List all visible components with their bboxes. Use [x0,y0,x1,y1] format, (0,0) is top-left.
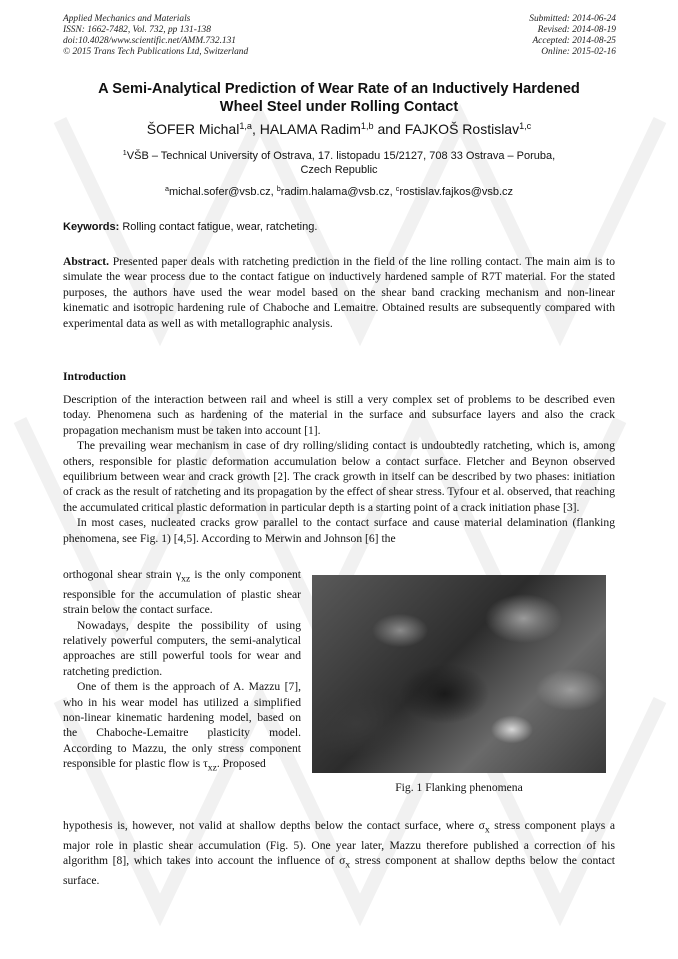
affiliation-line-1: VŠB – Technical University of Ostrava, 17. listopadu 15/2127, 708 33 Ostrava – Poruba, [126,150,556,162]
date-online: Online: 2015-02-16 [541,47,616,57]
intro-paragraph-5 [63,679,301,776]
flanking-phenomena-photo [312,575,606,773]
sigma-sub-1: x [484,824,490,836]
title-line-1: A Semi-Analytical Prediction of Wear Rate of an Inductively Hardened [98,81,580,97]
email-b-sup: b [276,185,281,194]
wrapped-text-column [63,567,301,776]
intro-paragraph-6 [63,818,615,888]
section-heading-introduction: Introduction [63,370,126,383]
author-list: ŠOFER Michal$^{1,a}$, HALAMA Radim$^{1,b}$ and FAJKOŠ Rostislav$^{1,c}$ [146,121,532,137]
date-submitted: Submitted: 2014-06-24 [529,14,616,24]
email-c-sup: c [395,185,400,194]
author-emails: $^a$michal.sofer@vsb.cz, $^b$radim.halama@vsb.cz, $^c$rostislav.fajkos@vsb.cz [164,185,514,198]
keywords-label: Keywords: [63,221,120,233]
journal-issn: ISSN: 1662-7482, Vol. 732, pp 131-138 [63,25,211,35]
author-joiner: and [377,121,401,137]
date-accepted: Accepted: 2014-08-25 [532,36,616,46]
journal-info [63,14,248,58]
introduction-body [63,392,615,546]
keywords [63,220,615,234]
publication-dates [529,14,616,58]
author-1-sup: 1,a [239,121,252,131]
abstract [63,254,615,331]
abstract-text: Presented paper deals with ratcheting prediction in the field of the line rolling contact. The main aim is to simulate the wear process due to the contact fatigue on inductively hardened sample of R7T material. For the stated purposes, the authors have used the wear model based on the shear band cracking mechanism and non-linear kinematic and isotropic hardening rule of Chaboche and Lemaitre. Obtained results are subsequently compared with experimental data as well as with metallographic analysis. [63,255,615,330]
journal-name: Applied Mechanics and Materials [63,14,191,24]
keywords-text: Rolling contact fatigue, wear, ratcheting. [122,221,318,233]
shear-strain-sub: xz [181,573,191,585]
figure-caption: Fig. 1 Flanking phenomena [395,781,523,794]
journal-doi: doi:10.4028/www.scientific.net/AMM.732.131 [63,36,236,46]
intro-paragraph-3-cont [63,567,301,618]
intro-paragraph-4: Nowadays, despite the possibility of using relatively powerful computers, the semi-analytical approaches are still powerful tools for wear and ratcheting prediction. [63,618,301,678]
intro-paragraph-3: In most cases, nucleated cracks grow parallel to the contact surface and cause material delamination (flanking phenomena, see Fig. 1) [4,5]. According to Merwin and Johnson [6] the [63,516,615,545]
author-1: ŠOFER Michal [146,121,240,137]
sigma-sub-2: x [345,859,351,871]
affiliation-line-2: Czech Republic [300,164,378,176]
intro-continuation [63,818,615,888]
author-2-sup: 1,b [360,121,374,131]
hypothesis-text-end: stress component at shallow depths below the contact surface. [63,854,616,887]
date-revised: Revised: 2014-08-19 [537,25,616,35]
journal-copyright: © 2015 Trans Tech Publications Ltd, Switzerland [63,47,249,57]
mazzu-text-end: . Proposed [216,757,266,771]
hypothesis-text: hypothesis is, however, not valid at shallow depths below the contact surface, where σ [63,819,485,832]
affiliation [60,149,618,177]
author-3-sup: 1,c [519,121,532,131]
email-a: michal.sofer@vsb.cz [168,186,271,198]
author-2: HALAMA Radim [259,121,361,137]
email-a-sup: a [164,185,169,194]
hypothesis-text-mid: stress component plays a major role in plastic shear accumulation (Fig. 5). One year later, Mazzu therefore published a correction of his algorithm [8], which takes into account the influence of σ [63,819,615,868]
affiliation-sup: 1 [122,149,127,158]
mazzu-text: One of them is the approach of A. Mazzu [7], who in his wear model has utilized a simplified non-linear kinematic hardening model, based on the Chaboche-Lemaitre plasticity model. According to Mazzu, the only stress component responsible for plastic flow is τ [63,680,301,771]
intro-paragraph-2: The prevailing wear mechanism in case of dry rolling/sliding contact is undoubtedly ratcheting, which is, among others, responsible for plastic deformation accumulation below a contact surface. Fletcher and Beynon observed equilibrium between wear and crack growth [2]. The crack growth in itself can be described by two phases: initiation of crack as the result of ratcheting and its propagation by the effect of shear stress. Tyfour et al. observed, that reaching the accumulated critical plastic deformation in particular depth is a starting point of a crack initiation phase [3]. [63,439,615,514]
title-line-2: Wheel Steel under Rolling Contact [219,99,459,115]
shear-strain-text-end: is the only component responsible for the accumulation of plastic shear strain below the contact surface. [63,568,301,617]
abstract-label: Abstract. [63,255,110,268]
author-3: FAJKOŠ Rostislav [404,121,520,137]
shear-strain-text: orthogonal shear strain γ [63,568,182,581]
paper-title [40,80,638,116]
tau-sub: xz [207,762,217,774]
email-b: radim.halama@vsb.cz [280,186,390,198]
intro-paragraph-1: Description of the interaction between rail and wheel is still a very complex set of problems to be described even today. Phenomena such as hardening of the material in the surface and subsurface layers and also the crack propagation mechanism must be taken into account [1]. [63,393,615,437]
email-c: rostislav.fajkos@vsb.cz [399,186,514,198]
